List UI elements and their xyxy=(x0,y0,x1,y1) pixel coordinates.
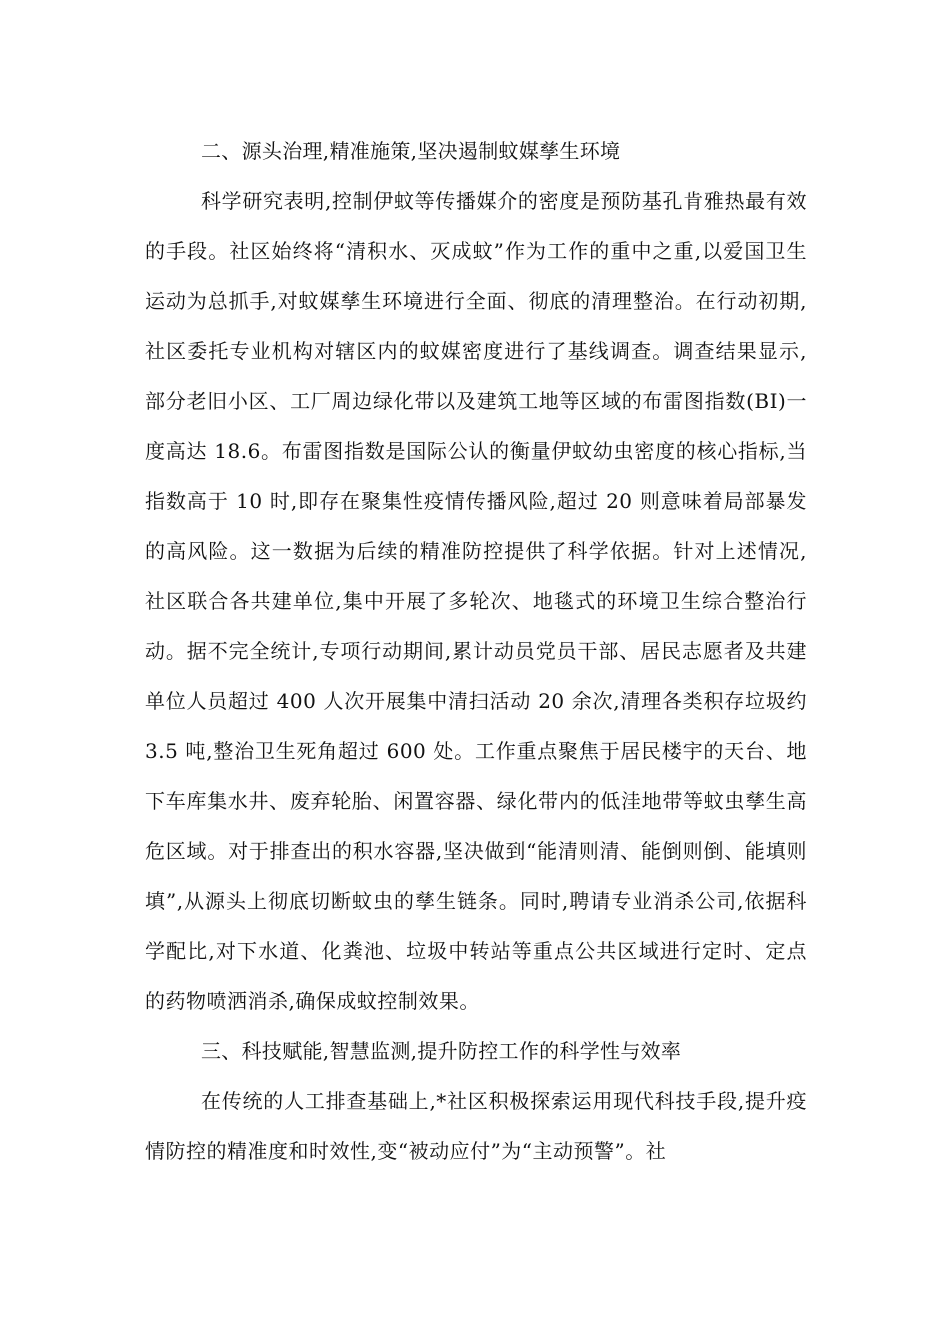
document-body xyxy=(145,126,807,1176)
section-2-heading: 二、源头治理,精准施策,坚决遏制蚊媒孳生环境 xyxy=(201,139,621,163)
section-3-heading: 三、科技赋能,智慧监测,提升防控工作的科学性与效率 xyxy=(201,1039,682,1063)
section-3-paragraph: 在传统的人工排查基础上,*社区积极探索运用现代科技手段,提升疫情防控的精准度和时效性,变“被动应付”为“主动预警”。社 xyxy=(145,1089,807,1163)
section-2-paragraph: 科学研究表明,控制伊蚊等传播媒介的密度是预防基孔肯雅热最有效的手段。社区始终将“清积水、灭成蚊”作为工作的重中之重,以爱国卫生运动为总抓手,对蚊媒孳生环境进行全面、彻底的清理整治。在行动初期,社区委托专业机构对辖区内的蚊媒密度进行了基线调查。调查结果显示,部分老旧小区、工厂周边绿化带以及建筑工地等区域的布雷图指数(BI)一度高达 18.6。布雷图指数是国际公认的衡量伊蚊幼虫密度的核心指标,当指数高于 10 时,即存在聚集性疫情传播风险,超过 20 则意味着局部暴发的高风险。这一数据为后续的精准防控提供了科学依据。针对上述情况,社区联合各共建单位,集中开展了多轮次、地毯式的环境卫生综合整治行动。据不完全统计,专项行动期间,累计动员党员干部、居民志愿者及共建单位人员超过 400 人次开展集中清扫活动 20 余次,清理各类积存垃圾约 3.5 吨,整治卫生死角超过 600 处。工作重点聚焦于居民楼宇的天台、地下车库集水井、废弃轮胎、闲置容器、绿化带内的低洼地带等蚊虫孳生高危区域。对于排查出的积水容器,坚决做到“能清则清、能倒则倒、能填则填”,从源头上彻底切断蚊虫的孳生链条。同时,聘请专业消杀公司,依据科学配比,对下水道、化粪池、垃圾中转站等重点公共区域进行定时、定点的药物喷洒消杀,确保成蚊控制效果。 xyxy=(145,189,807,1013)
